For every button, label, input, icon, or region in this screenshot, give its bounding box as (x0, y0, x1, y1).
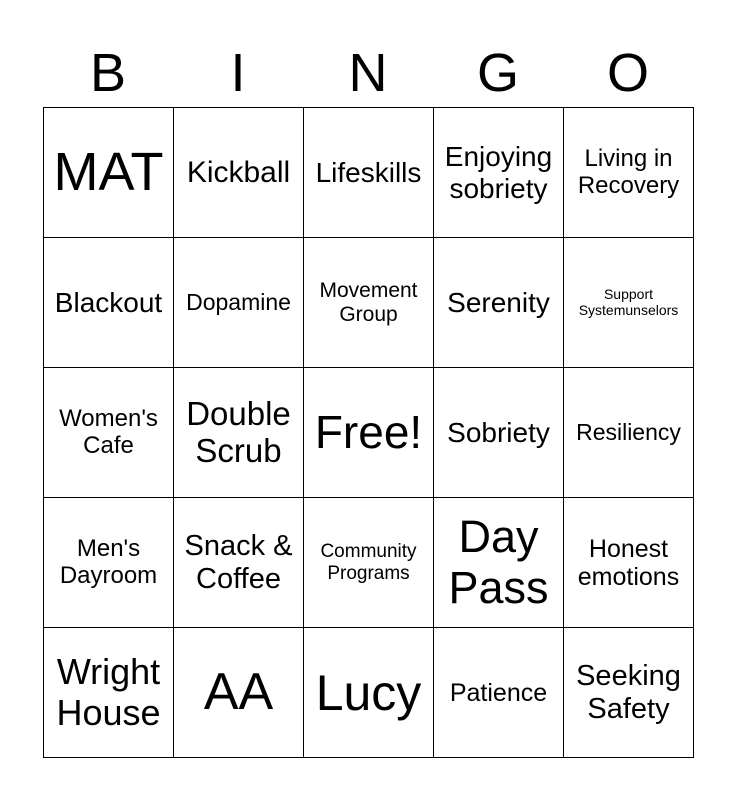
bingo-cell[interactable]: Honest emotions (564, 498, 694, 628)
bingo-header (43, 40, 693, 106)
bingo-cell[interactable]: Sobriety (434, 368, 564, 498)
header-letter-b: B (89, 43, 127, 103)
board-row (44, 238, 694, 368)
board-row (44, 498, 694, 628)
bingo-cell[interactable]: Movement Group (304, 238, 434, 368)
bingo-cell[interactable]: AA (174, 628, 304, 758)
bingo-cell[interactable]: Lifeskills (304, 108, 434, 238)
bingo-cell[interactable]: Support Systemunselors (564, 238, 694, 368)
bingo-cell[interactable]: Living in Recovery (564, 108, 694, 238)
bingo-cell[interactable]: Men's Dayroom (44, 498, 174, 628)
bingo-cell[interactable]: Enjoying sobriety (434, 108, 564, 238)
bingo-cell[interactable]: Lucy (304, 628, 434, 758)
bingo-cell[interactable]: Day Pass (434, 498, 564, 628)
bingo-cell[interactable]: Women's Cafe (44, 368, 174, 498)
bingo-board (43, 107, 694, 758)
bingo-cell[interactable]: Serenity (434, 238, 564, 368)
bingo-cell[interactable]: Wright House (44, 628, 174, 758)
bingo-cell[interactable]: MAT (44, 108, 174, 238)
board-row (44, 368, 694, 498)
header-letter-o: O (606, 43, 649, 103)
bingo-cell[interactable]: Dopamine (174, 238, 304, 368)
bingo-cell[interactable]: Community Programs (304, 498, 434, 628)
bingo-cell[interactable]: Blackout (44, 238, 174, 368)
bingo-cell[interactable]: Seeking Safety (564, 628, 694, 758)
bingo-cell[interactable]: Double Scrub (174, 368, 304, 498)
board-row (44, 628, 694, 758)
bingo-cell[interactable]: Patience (434, 628, 564, 758)
bingo-cell[interactable]: Kickball (174, 108, 304, 238)
bingo-cell[interactable]: Snack & Coffee (174, 498, 304, 628)
bingo-cell[interactable]: Resiliency (564, 368, 694, 498)
header-letter-g: G (476, 43, 519, 103)
header-letter-n: N (348, 43, 388, 103)
header-letter-i: I (230, 43, 246, 103)
board-row (44, 108, 694, 238)
free-space-cell[interactable]: Free! (304, 368, 434, 498)
